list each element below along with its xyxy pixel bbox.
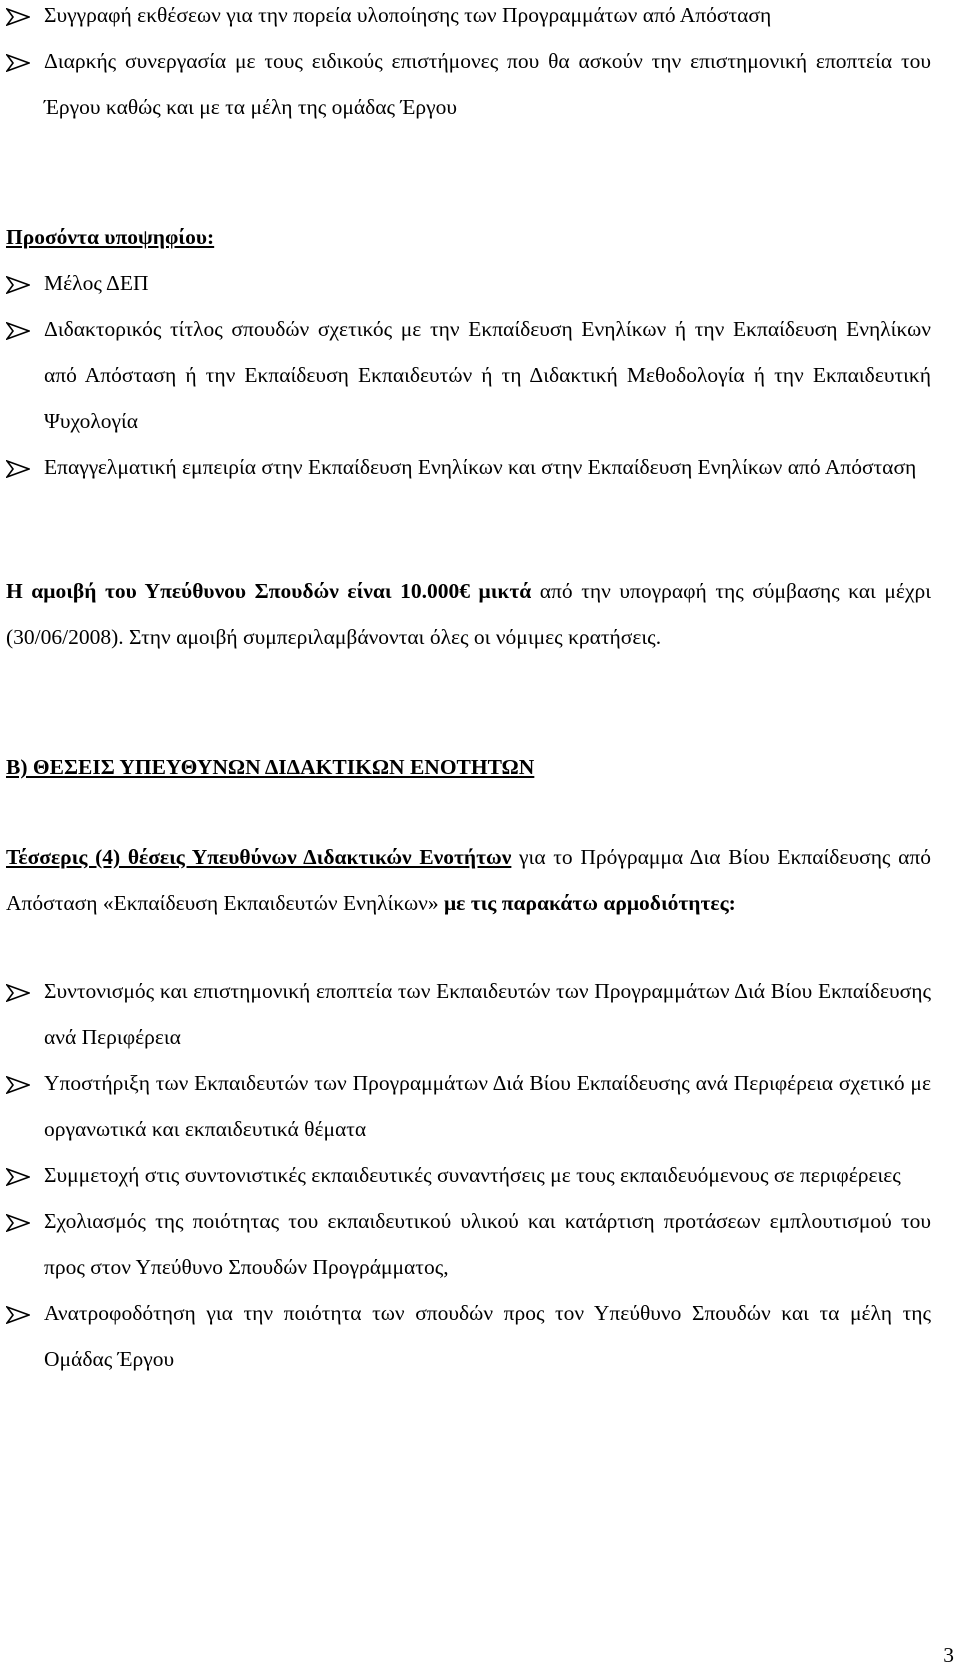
arrowhead-bullet-icon: [6, 1306, 30, 1324]
fee-bold-text: Η αμοιβή του Υπεύθυνου Σπουδών είναι 10.000€ μικτά: [6, 579, 532, 603]
list-item: [6, 1198, 931, 1290]
list-item: [6, 1060, 931, 1152]
intro-normal-text: για το Πρόγραμμα Δια Βίου Εκπαίδευσης από Απόσταση «Εκπαίδευση Εκπαιδευτών Ενηλίκων»: [6, 845, 931, 915]
list-item-text: Επαγγελματική εμπειρία στην Εκπαίδευση Ενηλίκων και στην Εκπαίδευση Ενηλίκων από Απόσταση: [44, 455, 917, 479]
intro-underlined-text: Τέσσερις (4) θέσεις Υπευθύνων Διδακτικών Ενοτήτων: [6, 845, 512, 869]
duties-list: [6, 968, 931, 1382]
list-item: [6, 968, 931, 1060]
list-item: [6, 38, 931, 130]
list-item: [6, 306, 931, 444]
list-item-text: Συντονισμός και επιστημονική εποπτεία των Εκπαιδευτών των Προγραμμάτων Διά Βίου Εκπαίδευσης ανά Περιφέρεια: [44, 979, 931, 1049]
section-b-intro: [6, 834, 931, 926]
section-b-heading: Β) ΘΕΣΕΙΣ ΥΠΕΥΘΥΝΩΝ ΔΙΔΑΚΤΙΚΩΝ ΕΝΟΤΗΤΩΝ: [6, 755, 535, 779]
page-number: 3: [943, 1643, 954, 1667]
list-item-text: Διαρκής συνεργασία με τους ειδικούς επιστήμονες που θα ασκούν την επιστημονική εποπτεία του Έργου καθώς και με τα μέλη της ομάδας Έργου: [44, 49, 931, 119]
list-item: [6, 444, 931, 490]
arrowhead-bullet-icon: [6, 322, 30, 340]
arrowhead-bullet-icon: [6, 1076, 30, 1094]
top-bullet-list: [6, 0, 931, 130]
list-item-text: Διδακτορικός τίτλος σπουδών σχετικός με την Εκπαίδευση Ενηλίκων ή την Εκπαίδευση Ενηλίκων από Απόσταση ή την Εκπαίδευση Εκπαιδευτών ή τη Διδακτική Μεθοδολογία ή την Εκπαιδευτική Ψυχολογία: [44, 317, 931, 433]
arrowhead-bullet-icon: [6, 276, 30, 294]
arrowhead-bullet-icon: [6, 54, 30, 72]
list-item: [6, 1290, 931, 1382]
list-item-text: Σχολιασμός της ποιότητας του εκπαιδευτικού υλικού και κατάρτιση προτάσεων εμπλουτισμού του προς στον Υπεύθυνο Σπουδών Προγράμματος,: [44, 1209, 931, 1279]
list-item-text: Συγγραφή εκθέσεων για την πορεία υλοποίησης των Προγραμμάτων από Απόσταση: [44, 3, 772, 27]
arrowhead-bullet-icon: [6, 460, 30, 478]
fee-normal-text: από την υπογραφή της σύμβασης και μέχρι (30/06/2008). Στην αμοιβή συμπεριλαμβάνονται όλες οι νόμιμες κρατήσεις.: [6, 579, 931, 649]
list-item-text: Συμμετοχή στις συντονιστικές εκπαιδευτικές συναντήσεις με τους εκπαιδευόμενους σε περιφέρειες: [44, 1163, 901, 1187]
list-item-text: Μέλος ΔΕΠ: [44, 271, 149, 295]
list-item: [6, 260, 931, 306]
list-item-text: Ανατροφοδότηση για την ποιότητα των σπουδών προς τον Υπεύθυνο Σπουδών και τα μέλη της Ομάδας Έργου: [44, 1301, 931, 1371]
list-item-text: Υποστήριξη των Εκπαιδευτών των Προγραμμάτων Διά Βίου Εκπαίδευσης ανά Περιφέρεια σχετικό με οργανωτικά και εκπαιδευτικά θέματα: [44, 1071, 931, 1141]
arrowhead-bullet-icon: [6, 1214, 30, 1232]
list-item: [6, 1152, 931, 1198]
qualifications-list: [6, 260, 931, 490]
fee-paragraph: [6, 568, 931, 660]
qualifications-heading: Προσόντα υποψηφίου:: [6, 225, 215, 249]
arrowhead-bullet-icon: [6, 984, 30, 1002]
list-item: [6, 0, 931, 38]
arrowhead-bullet-icon: [6, 1168, 30, 1186]
intro-bold-text: με τις παρακάτω αρμοδιότητες:: [443, 891, 736, 915]
arrowhead-bullet-icon: [6, 8, 30, 26]
